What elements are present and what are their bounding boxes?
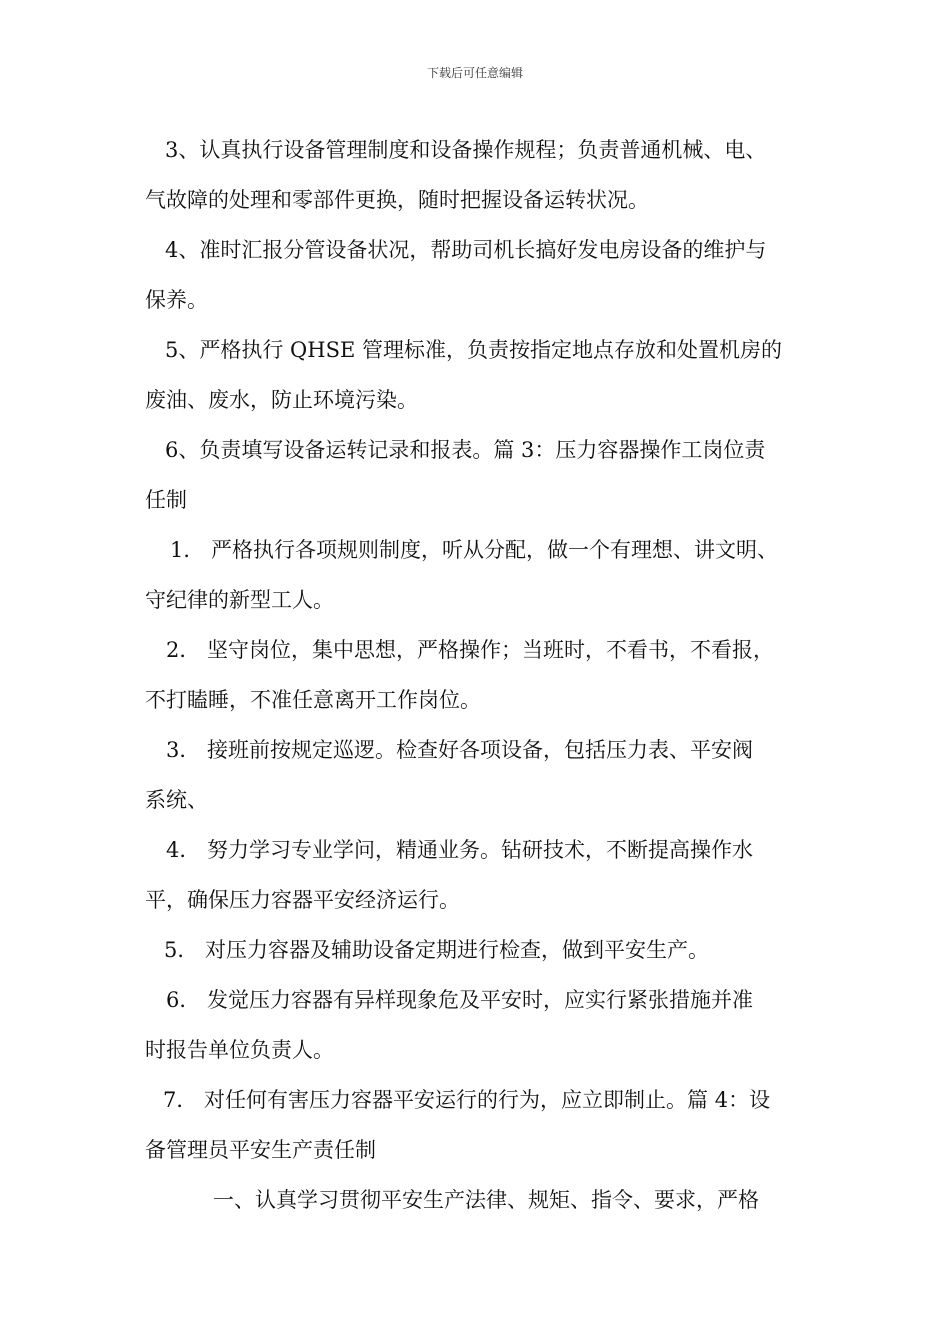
text-line: 气故障的处理和零部件更换，随时把握设备运转状况。 xyxy=(145,188,649,212)
text-line: 时报告单位负责人。 xyxy=(145,1038,334,1062)
text-line: 6． 发觉压力容器有异样现象危及平安时，应实行紧张措施并准 xyxy=(166,988,754,1012)
text-line: 平，确保压力容器平安经济运行。 xyxy=(145,888,460,912)
text-line: 守纪律的新型工人。 xyxy=(145,588,334,612)
text-line: 7． 对任何有害压力容器平安运行的行为，应立即制止。篇 4：设 xyxy=(163,1088,771,1112)
text-line: 6、负责填写设备运转记录和报表。篇 3：压力容器操作工岗位责 xyxy=(165,438,766,462)
text-line: 备管理员平安生产责任制 xyxy=(145,1138,376,1162)
text-line: 一、认真学习贯彻平安生产法律、规矩、指令、要求，严格 xyxy=(213,1188,759,1212)
text-line: 废油、废水，防止环境污染。 xyxy=(145,388,418,412)
text-line: 系统、 xyxy=(145,788,208,812)
text-line: 2． 坚守岗位，集中思想，严格操作；当班时，不看书，不看报， xyxy=(166,638,775,662)
text-line: 3． 接班前按规定巡逻。检查好各项设备，包括压力表、平安阀 xyxy=(166,738,754,762)
page-header: 下载后可任意编辑 xyxy=(426,66,523,80)
text-line: 任制 xyxy=(145,488,187,512)
text-line: 不打瞌睡，不准任意离开工作岗位。 xyxy=(145,688,481,712)
text-line: 5． 对压力容器及辅助设备定期进行检查，做到平安生产。 xyxy=(164,938,710,962)
text-line: 3、认真执行设备管理制度和设备操作规程；负责普通机械、电、 xyxy=(165,138,767,162)
text-line: 1． 严格执行各项规则制度，听从分配，做一个有理想、讲文明、 xyxy=(170,538,779,562)
text-line: 5、严格执行 QHSE 管理标准，负责按指定地点存放和处置机房的 xyxy=(165,338,782,362)
text-line: 4． 努力学习专业学问，精通业务。钻研技术，不断提高操作水 xyxy=(166,838,754,862)
text-line: 4、准时汇报分管设备状况，帮助司机长搞好发电房设备的维护与 xyxy=(165,238,767,262)
text-line: 保养。 xyxy=(145,288,208,312)
